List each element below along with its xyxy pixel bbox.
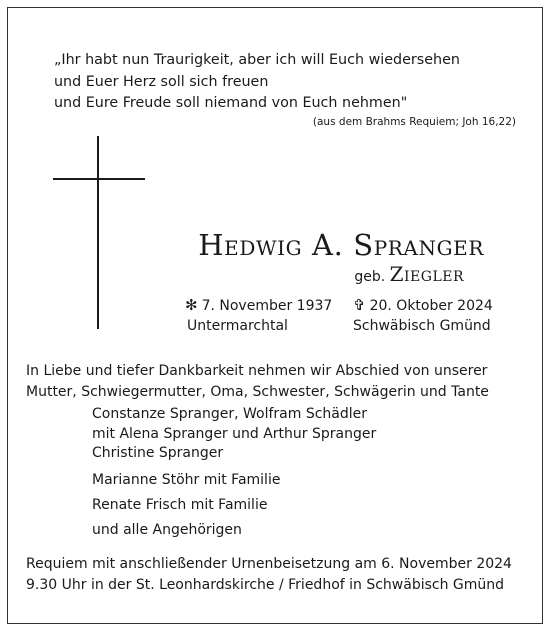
quote-source: (aus dem Brahms Requiem; Joh 16,22)	[312, 116, 516, 128]
mourner-line: mit Alena Spranger und Arthur Spranger	[92, 426, 377, 442]
quote-line: und Euer Herz soll sich freuen	[54, 73, 269, 90]
birth-star-icon: ✻	[185, 296, 198, 314]
deceased-name: Hedwig A. Spranger	[198, 228, 484, 262]
service-line: 9.30 Uhr in der St. Leonhardskirche / Friedhof in Schwäbisch Gmünd	[26, 577, 505, 593]
intro-line: In Liebe und tiefer Dankbarkeit nehmen wir Abschied von unserer	[26, 363, 488, 379]
mourner-line: Renate Frisch mit Familie	[92, 497, 268, 513]
birth-date-line	[185, 296, 332, 314]
mourner-line: Constanze Spranger, Wolfram Schädler	[92, 406, 368, 422]
death-date: 20. Oktober 2024	[369, 298, 493, 314]
obituary-notice	[7, 7, 543, 624]
maiden-name: Ziegler	[389, 262, 464, 286]
cross-horizontal-bar	[53, 178, 145, 180]
cross-vertical-bar	[97, 136, 99, 329]
service-line: Requiem mit anschließender Urnenbeisetzung am 6. November 2024	[26, 556, 512, 572]
intro-line: Mutter, Schwiegermutter, Oma, Schwester, Schwägerin und Tante	[26, 384, 489, 400]
death-place: Schwäbisch Gmünd	[353, 318, 491, 334]
quote-line: „Ihr habt nun Traurigkeit, aber ich will Euch wiedersehen	[54, 52, 460, 68]
death-cross-icon: ✞	[353, 296, 366, 314]
birth-date: 7. November 1937	[201, 298, 333, 314]
mourner-line: Christine Spranger	[92, 445, 224, 461]
mourner-line: und alle Angehörigen	[92, 522, 242, 538]
death-date-line	[353, 296, 493, 314]
maiden-name-line	[354, 262, 464, 286]
mourner-line: Marianne Stöhr mit Familie	[92, 472, 281, 488]
bible-quote	[54, 50, 460, 115]
quote-line: und Eure Freude soll niemand von Euch nehmen"	[54, 95, 408, 111]
birth-place: Untermarchtal	[187, 318, 288, 334]
maiden-prefix: geb.	[354, 269, 386, 285]
